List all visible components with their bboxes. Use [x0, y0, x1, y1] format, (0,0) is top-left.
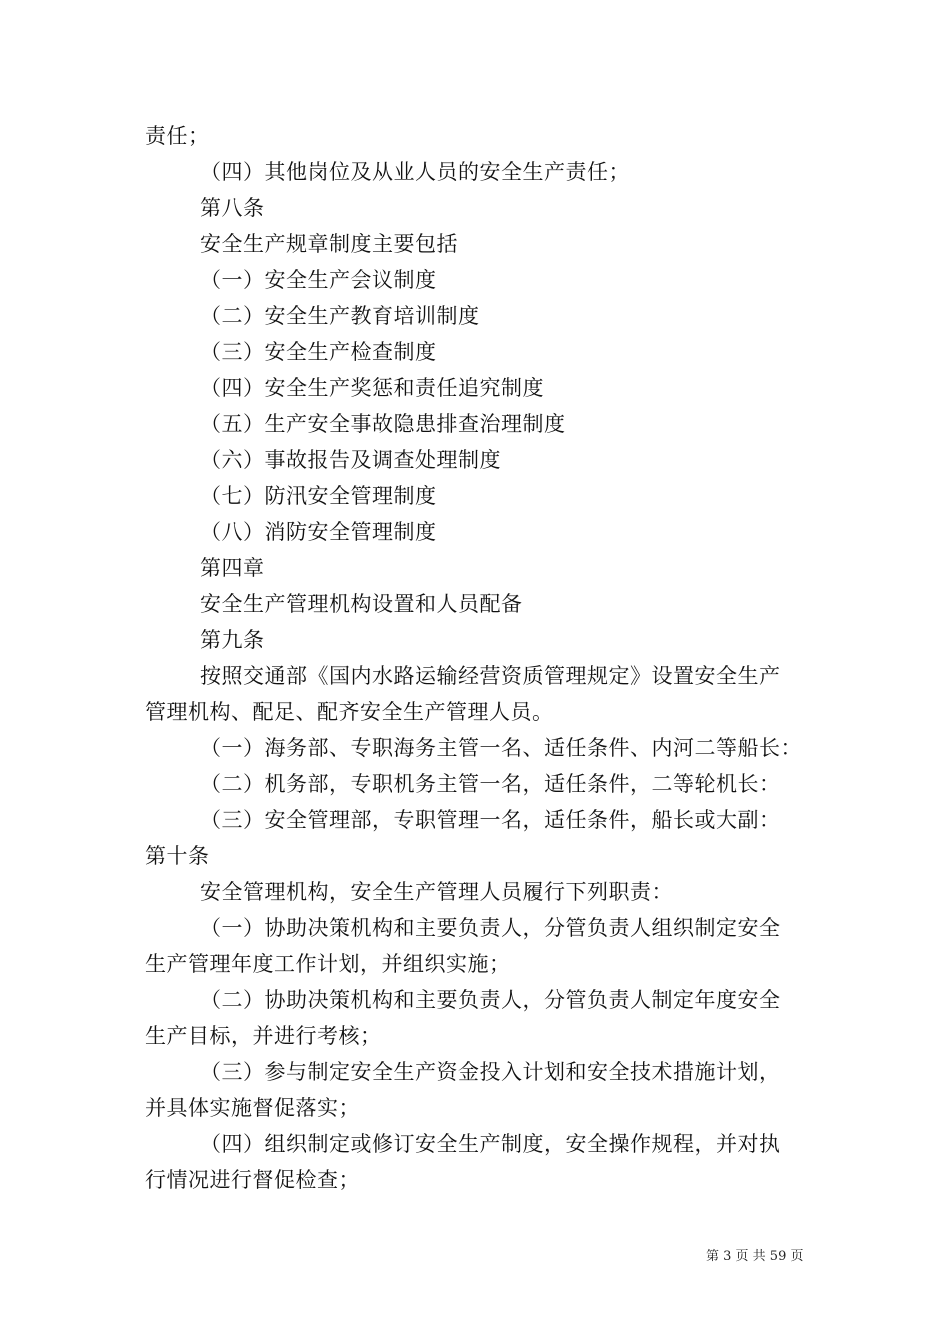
article-heading: 第八条	[200, 196, 265, 220]
text-line: 责任；	[145, 124, 210, 148]
list-item: （一）安全生产会议制度	[200, 268, 437, 292]
chapter-heading: 第四章	[200, 556, 265, 580]
list-item: （四）组织制定或修订安全生产制度，安全操作规程，并对执	[200, 1132, 781, 1156]
text-line: （四）其他岗位及从业人员的安全生产责任；	[200, 160, 630, 184]
text-line: 安全生产规章制度主要包括	[200, 232, 458, 256]
list-item: （二）协助决策机构和主要负责人，分管负责人制定年度安全	[200, 988, 781, 1012]
list-item: （八）消防安全管理制度	[200, 520, 437, 544]
chapter-title: 安全生产管理机构设置和人员配备	[200, 592, 523, 616]
list-item: （六）事故报告及调查处理制度	[200, 448, 501, 472]
text-line: 按照交通部《国内水路运输经营资质管理规定》设置安全生产	[200, 664, 781, 688]
article-heading: 第十条	[145, 844, 210, 868]
list-item: （四）安全生产奖惩和责任追究制度	[200, 376, 544, 400]
list-item: （一）海务部、专职海务主管一名、适任条件、内河二等船长：	[200, 736, 802, 760]
list-item: （二）安全生产教育培训制度	[200, 304, 480, 328]
article-heading: 第九条	[200, 628, 265, 652]
list-item: （三）安全管理部，专职管理一名，适任条件，船长或大副：	[200, 808, 781, 832]
list-item: （三）参与制定安全生产资金投入计划和安全技术措施计划，	[200, 1060, 781, 1084]
list-item: （一）协助决策机构和主要负责人，分管负责人组织制定安全	[200, 916, 781, 940]
text-line: 安全管理机构，安全生产管理人员履行下列职责：	[200, 880, 673, 904]
list-item: （三）安全生产检查制度	[200, 340, 437, 364]
text-line: 管理机构、配足、配齐安全生产管理人员。	[145, 700, 554, 724]
text-line: 并具体实施督促落实；	[145, 1096, 360, 1120]
text-line: 行情况进行督促检查；	[145, 1168, 360, 1192]
list-item: （二）机务部，专职机务主管一名，适任条件，二等轮机长：	[200, 772, 781, 796]
text-line: 生产目标，并进行考核；	[145, 1024, 382, 1048]
text-line: 生产管理年度工作计划，并组织实施；	[145, 952, 511, 976]
list-item: （七）防汛安全管理制度	[200, 484, 437, 508]
page-number-footer: 第 3 页 共 59 页	[706, 1249, 804, 1264]
list-item: （五）生产安全事故隐患排查治理制度	[200, 412, 566, 436]
